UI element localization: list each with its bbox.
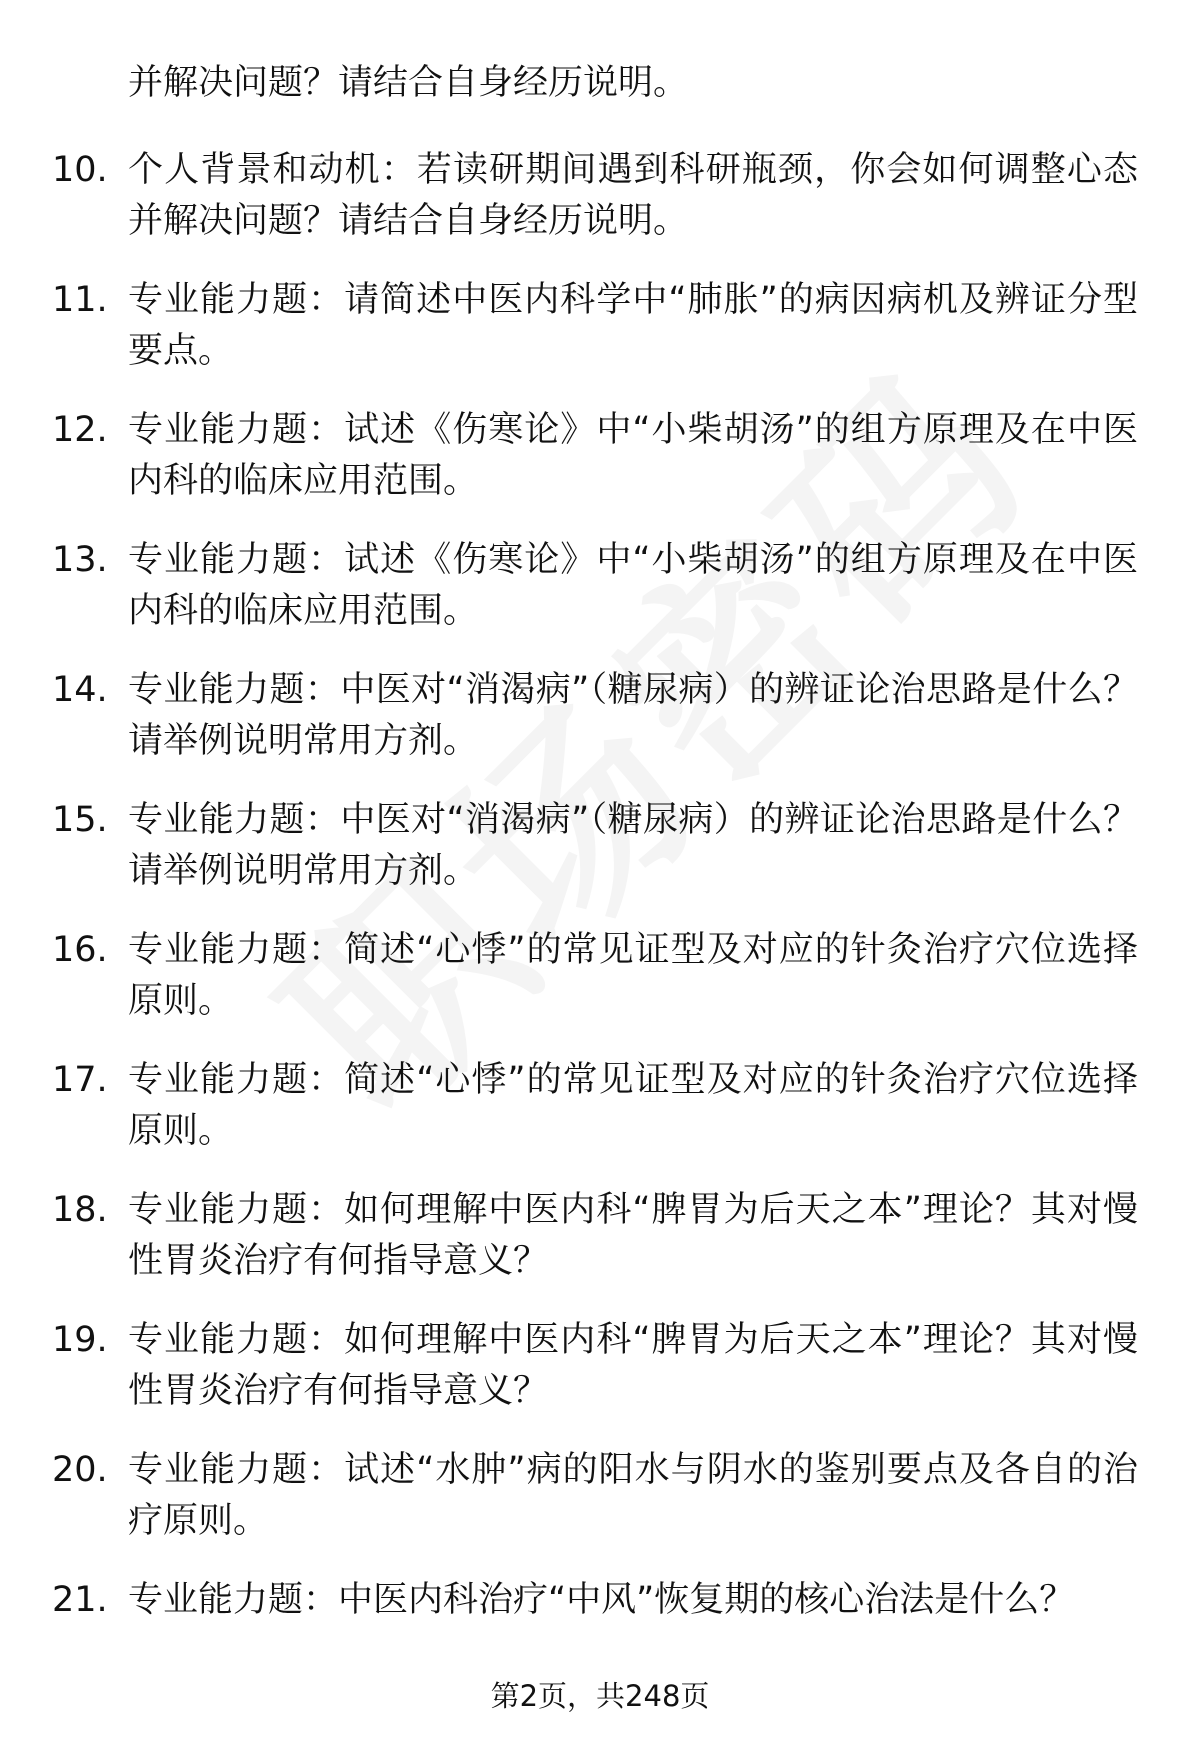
question-item xyxy=(0,535,1200,665)
question-text: 专业能力题：请简述中医内科学中“肺胀”的病因病机及辨证分型要点。 xyxy=(128,280,1138,371)
question-text: 专业能力题：如何理解中医内科“脾胃为后天之本”理论？其对慢性胃炎治疗有何指导意义？ xyxy=(128,1190,1138,1281)
question-text: 专业能力题：中医内科治疗“中风”恢复期的核心治法是什么？ xyxy=(128,1580,1075,1620)
question-item xyxy=(0,145,1200,275)
question-text: 专业能力题：试述《伤寒论》中“小柴胡汤”的组方原理及在中医内科的临床应用范围。 xyxy=(128,410,1138,501)
question-item xyxy=(0,1315,1200,1445)
question-number: 20. xyxy=(52,1450,108,1490)
question-number: 10. xyxy=(52,150,108,190)
question-number: 14. xyxy=(52,670,108,710)
question-text: 专业能力题：试述《伤寒论》中“小柴胡汤”的组方原理及在中医内科的临床应用范围。 xyxy=(128,540,1138,631)
question-text: 专业能力题：简述“心悸”的常见证型及对应的针灸治疗穴位选择原则。 xyxy=(128,930,1138,1021)
question-list xyxy=(0,145,1200,1705)
question-item xyxy=(0,925,1200,1055)
question-number: 16. xyxy=(52,930,108,970)
question-text: 专业能力题：试述“水肿”病的阳水与阴水的鉴别要点及各自的治疗原则。 xyxy=(128,1450,1138,1541)
question-text: 专业能力题：中医对“消渴病”（糖尿病）的辨证论治思路是什么？请举例说明常用方剂。 xyxy=(128,800,1138,891)
question-item xyxy=(0,665,1200,795)
question-item xyxy=(0,1185,1200,1315)
question-item xyxy=(0,275,1200,405)
question-number: 21. xyxy=(52,1580,108,1620)
question-text: 专业能力题：如何理解中医内科“脾胃为后天之本”理论？其对慢性胃炎治疗有何指导意义？ xyxy=(128,1320,1138,1411)
question-text: 个人背景和动机：若读研期间遇到科研瓶颈，你会如何调整心态并解决问题？请结合自身经历说明。 xyxy=(128,150,1138,241)
question-number: 12. xyxy=(52,410,108,450)
question-item xyxy=(0,1055,1200,1185)
page-footer: 第2页，共248页 xyxy=(490,1679,710,1713)
question-text: 专业能力题：中医对“消渴病”（糖尿病）的辨证论治思路是什么？请举例说明常用方剂。 xyxy=(128,670,1138,761)
question-number: 19. xyxy=(52,1320,108,1360)
question-number: 15. xyxy=(52,800,108,840)
question-item xyxy=(0,405,1200,535)
question-number: 11. xyxy=(52,280,108,320)
question-item xyxy=(0,795,1200,925)
question-item xyxy=(0,1445,1200,1575)
question-number: 13. xyxy=(52,540,108,580)
continuation-text: 并解决问题？请结合自身经历说明。 xyxy=(128,63,689,103)
question-number: 18. xyxy=(52,1190,108,1230)
question-number: 17. xyxy=(52,1060,108,1100)
question-text: 专业能力题：简述“心悸”的常见证型及对应的针灸治疗穴位选择原则。 xyxy=(128,1060,1138,1151)
